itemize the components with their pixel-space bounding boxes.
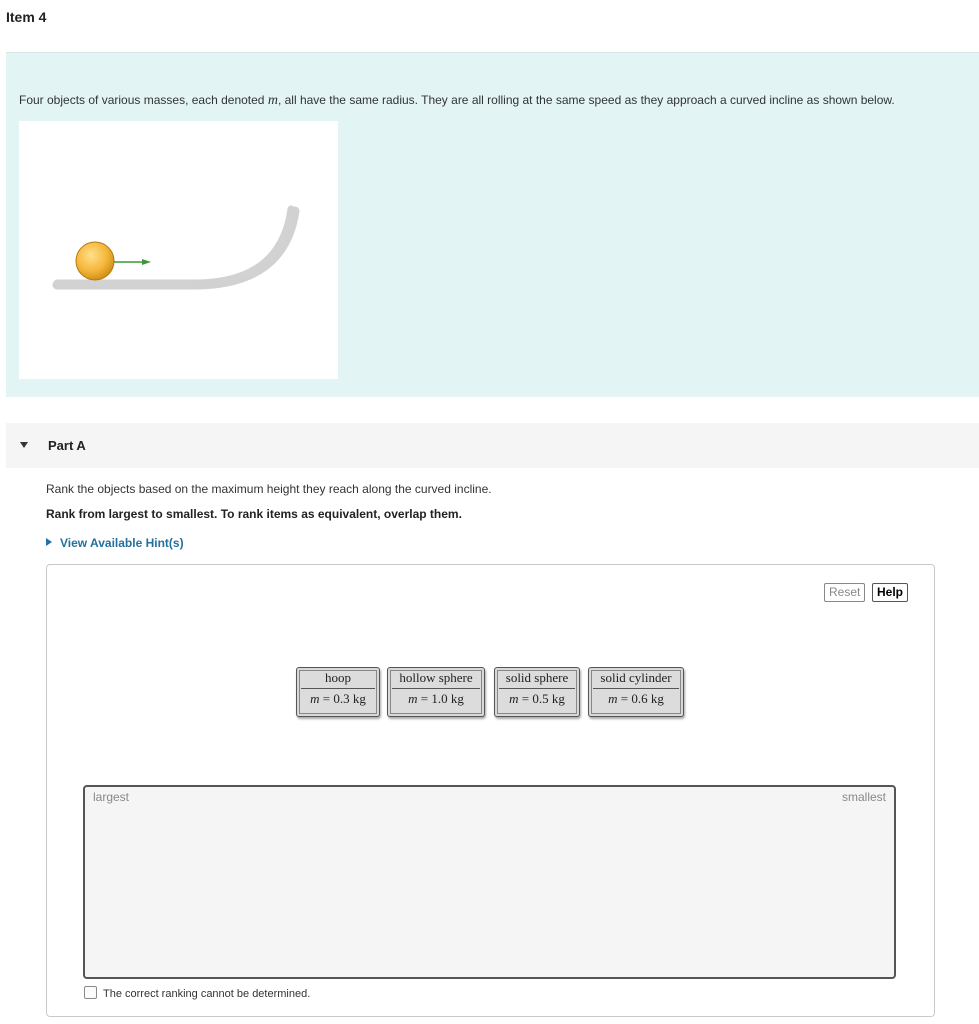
intro-text-end: , all have the same radius. They are all rolling at the same speed as they approach a curved incline as shown below. (277, 93, 895, 107)
collapse-caret-icon[interactable] (20, 442, 28, 448)
mass-variable: m (267, 93, 278, 108)
question-instruction: Rank from largest to smallest. To rank items as equivalent, overlap them. (46, 507, 462, 521)
intro-text (19, 93, 974, 109)
cannot-determine-row (84, 986, 310, 1000)
tile-mass (388, 691, 484, 707)
incline-diagram (19, 121, 338, 379)
view-hints-label: View Available Hint(s) (60, 536, 184, 550)
tile-name: hoop (325, 670, 351, 685)
incline-figure (19, 121, 338, 379)
intro-text-start: Four objects of various masses, each denoted (19, 93, 268, 107)
mass-value: = 0.3 kg (319, 691, 366, 706)
reset-button[interactable]: Reset (824, 583, 865, 602)
ranking-drop-zone[interactable] (83, 785, 896, 979)
item-title: Item 4 (6, 9, 47, 25)
mass-symbol: m (408, 691, 418, 706)
tile-name: solid sphere (505, 670, 569, 685)
rank-smallest-label: smallest (841, 790, 886, 804)
mass-value: = 1.0 kg (417, 691, 464, 706)
rank-tile-hoop[interactable] (296, 667, 380, 717)
part-header[interactable] (6, 423, 979, 468)
fraction-bar (499, 688, 575, 689)
cannot-determine-checkbox[interactable] (84, 986, 97, 999)
fraction-bar (392, 688, 480, 689)
mass-symbol: m (509, 691, 519, 706)
tile-mass (589, 691, 683, 707)
rolling-ball (76, 242, 114, 280)
expand-caret-icon (46, 538, 52, 546)
cannot-determine-label[interactable]: The correct ranking cannot be determined. (103, 988, 311, 1000)
rank-tile-solid-cylinder[interactable] (588, 667, 684, 717)
tile-name: solid cylinder (600, 670, 672, 685)
rank-tile-hollow-sphere[interactable] (387, 667, 485, 717)
mass-symbol: m (310, 691, 320, 706)
mass-value: = 0.5 kg (518, 691, 565, 706)
mass-symbol: m (608, 691, 618, 706)
rank-tile-solid-sphere[interactable] (494, 667, 580, 717)
rank-largest-label: largest (93, 790, 130, 804)
view-hints-link[interactable] (46, 536, 184, 550)
tile-mass (297, 691, 379, 707)
velocity-arrow-head (142, 259, 151, 265)
tile-mass (495, 691, 579, 707)
question-text: Rank the objects based on the maximum height they reach along the curved incline. (46, 482, 492, 496)
mass-value: = 0.6 kg (617, 691, 664, 706)
fraction-bar (301, 688, 375, 689)
part-title: Part A (48, 438, 86, 453)
help-button[interactable]: Help (872, 583, 908, 602)
tile-name: hollow sphere (399, 670, 473, 685)
fraction-bar (593, 688, 679, 689)
